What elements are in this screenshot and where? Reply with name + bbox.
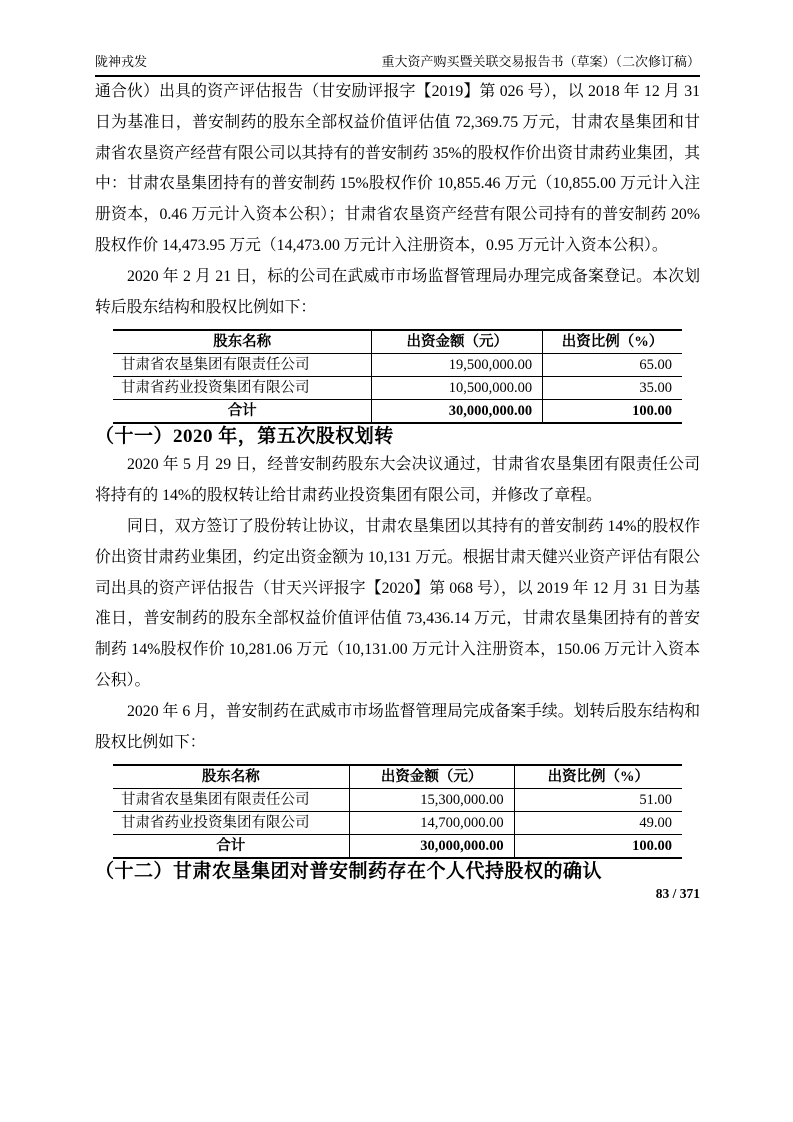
- total-capital-amount: 30,000,000.00: [372, 400, 543, 424]
- column-header-shareholder-name: 股东名称: [113, 765, 349, 789]
- header-company-short-name: 陇神戎发: [95, 54, 148, 69]
- table-total-row: [113, 835, 682, 859]
- total-capital-amount: 30,000,000.00: [349, 835, 514, 859]
- total-label: 合计: [113, 400, 372, 424]
- total-label: 合计: [113, 835, 349, 859]
- shareholder-name: 甘肃省农垦集团有限责任公司: [113, 789, 349, 812]
- capital-ratio: 35.00: [543, 377, 682, 400]
- table-row: [113, 377, 682, 400]
- capital-ratio: 51.00: [514, 789, 682, 812]
- paragraph-transfer-agreement: 同日，双方签订了股份转让协议，甘肃农垦集团以其持有的普安制药 14%的股权作价出资甘肃药业集团，约定出资金额为 10,131 万元。根据甘肃天健兴业资产评估有限公司出具的资产评估报告（甘天兴评报字【2020】第 068 号），以 2019 年 12 月 31 日为基准日，普安制药的股东全部权益价值评估值 73,436.14 万元，甘肃农垦集团持有的普安制药 14%股权作价 10,281.06 万元（10,131.00 万元计入注册资本，150.06 万元计入资本公积）。: [95, 517, 700, 689]
- header-report-title: 重大资产购买暨关联交易报告书（草案）（二次修订稿）: [381, 54, 700, 69]
- capital-ratio: 49.00: [514, 812, 682, 835]
- table-row: [113, 812, 682, 835]
- paragraph-filing-2020-02: 2020 年 2 月 21 日，标的公司在武威市市场监督管理局办理完成备案登记。本次划转后股东结构和股权比例如下：: [95, 267, 700, 316]
- capital-amount: 10,500,000.00: [372, 377, 543, 400]
- table-row: [113, 354, 682, 377]
- section-heading-12: （十二）甘肃农垦集团对普安制药存在个人代持股权的确认: [95, 861, 603, 883]
- shareholder-name: 甘肃省农垦集团有限责任公司: [113, 354, 372, 377]
- column-header-capital-ratio: 出资比例（%）: [543, 330, 682, 354]
- shareholder-name: 甘肃省药业投资集团有限公司: [113, 377, 372, 400]
- shareholder-name: 甘肃省药业投资集团有限公司: [113, 812, 349, 835]
- table-total-row: [113, 400, 682, 424]
- paragraph-filing-2020-06: 2020 年 6 月，普安制药在武威市市场监督管理局完成备案手续。划转后股东结构和股权比例如下：: [95, 702, 700, 751]
- column-header-capital-ratio: 出资比例（%）: [514, 765, 682, 789]
- page-number: 83 / 371: [655, 886, 700, 902]
- shareholder-structure-table-1: [113, 329, 682, 424]
- page-content: [95, 77, 700, 885]
- table-row: [113, 789, 682, 812]
- table-header-row: [113, 765, 682, 789]
- paragraph-valuation-report-2019: 通合伙）出具的资产评估报告（甘安励评报字【2019】第 026 号），以 2018 年 12 月 31 日为基准日，普安制药的股东全部权益价值评估值 72,369.75 万元，甘肃农垦集团和甘肃省农垦资产经营有限公司以其持有的普安制药 35%的股权作价出资甘肃药业集团，其中：甘肃农垦集团持有的普安制药 15%股权作价 10,855.46 万元（10,855.00 万元计入注册资本，0.46 万元计入资本公积）；甘肃省农垦资产经营有限公司持有的普安制药 20%股权作价 14,473.95 万元（14,473.00 万元计入注册资本，0.95 万元计入资本公积）。: [95, 83, 700, 254]
- column-header-capital-amount: 出资金额（元）: [349, 765, 514, 789]
- running-header: [95, 54, 700, 77]
- capital-amount: 19,500,000.00: [372, 354, 543, 377]
- paragraph-resolution-2020-05: 2020 年 5 月 29 日，经普安制药股东大会决议通过，甘肃省农垦集团有限责任公司将持有的 14%的股权转让给甘肃药业投资集团有限公司，并修改了章程。: [95, 456, 700, 505]
- capital-amount: 14,700,000.00: [349, 812, 514, 835]
- section-heading-11: （十一）2020 年，第五次股权划转: [95, 426, 394, 448]
- total-capital-ratio: 100.00: [514, 835, 682, 859]
- shareholder-structure-table-2: [113, 764, 682, 859]
- column-header-shareholder-name: 股东名称: [113, 330, 372, 354]
- capital-ratio: 65.00: [543, 354, 682, 377]
- capital-amount: 15,300,000.00: [349, 789, 514, 812]
- table-header-row: [113, 330, 682, 354]
- total-capital-ratio: 100.00: [543, 400, 682, 424]
- column-header-capital-amount: 出资金额（元）: [372, 330, 543, 354]
